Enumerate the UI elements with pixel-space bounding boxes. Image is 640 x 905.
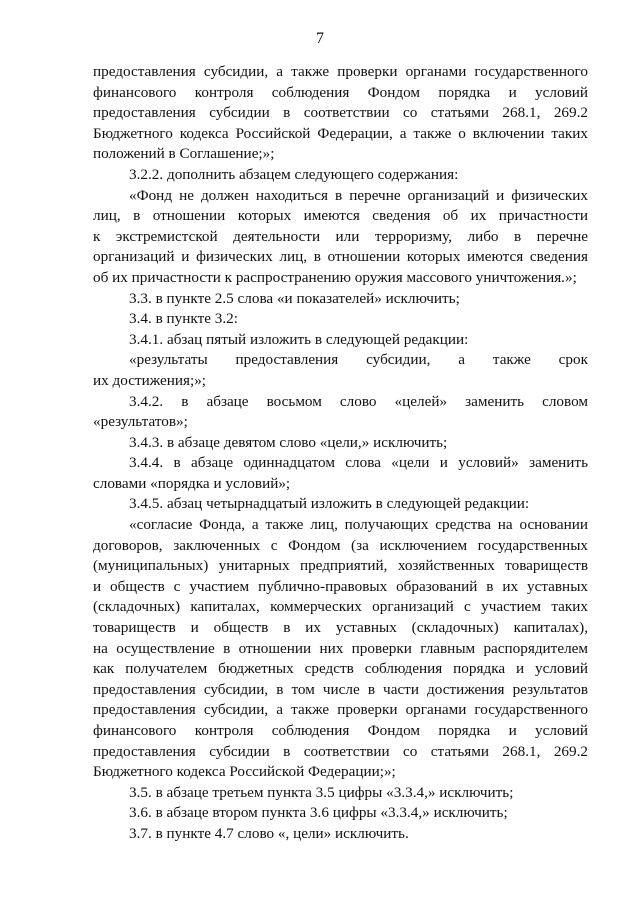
text-line: предоставления субсидии в соответствии со статьями 268.1, 269.2 bbox=[93, 742, 588, 760]
text-line: 3.4.5. абзац четырнадцатый изложить в следующей редакции: bbox=[129, 495, 530, 513]
text-line: финансового контроля соблюдения Фондом порядка и условий bbox=[93, 722, 588, 739]
text-line: «Фонд не должен находиться в перечне организаций и физических bbox=[129, 186, 588, 204]
text-line: лиц, в отношении которых имеются сведения об их причастности bbox=[93, 207, 588, 225]
text-line: 3.7. в пункте 4.7 слово «, цели» исключить. bbox=[129, 824, 409, 842]
text-line: товариществ и обществ в их уставных (складочных) капиталах), bbox=[93, 619, 588, 637]
text-line: к экстремистской деятельности или терроризму, либо в перечне bbox=[93, 227, 588, 245]
text-line: 3.4.2. в абзаце восьмом слово «целей» заменить словом bbox=[129, 392, 588, 410]
text-line: словами «порядка и условий»; bbox=[93, 474, 291, 492]
text-line: 3.5. в абзаце третьем пункта 3.5 цифры «3.3.4,» исключить; bbox=[129, 783, 514, 801]
text-line: Бюджетного кодекса Российской Федерации, а также о включении таких bbox=[93, 124, 588, 142]
page-number: 7 bbox=[316, 30, 324, 47]
text-line: организаций и физических лиц, в отношении которых имеются сведения bbox=[93, 248, 588, 266]
text-line: финансового контроля соблюдения Фондом порядка и условий bbox=[93, 83, 588, 101]
text-line: об их причастности к распространению оружия массового уничтожения.»; bbox=[93, 268, 577, 286]
text-line: Бюджетного кодекса Российской Федерации;»; bbox=[93, 763, 396, 781]
text-line: их достижения;»; bbox=[93, 371, 207, 389]
text-line: предоставления субсидии в соответствии со статьями 268.1, 269.2 bbox=[93, 104, 588, 122]
text-line: 3.4. в пункте 3.2: bbox=[129, 310, 238, 328]
text-line: (складочных) капиталах, коммерческих организаций с участием таких bbox=[93, 598, 588, 616]
text-line: 3.4.1. абзац пятый изложить в следующей редакции: bbox=[129, 330, 469, 348]
text-line: предоставления субсидии, а также проверки органами государственного bbox=[93, 701, 588, 719]
text-line: 3.2.2. дополнить абзацем следующего содержания: bbox=[129, 165, 459, 183]
text-line: и обществ с участием публично-правовых образований в их уставных bbox=[93, 577, 588, 595]
text-line: «результатов»; bbox=[93, 413, 188, 431]
text-line: 3.6. в абзаце втором пункта 3.6 цифры «3.3.4,» исключить; bbox=[129, 804, 508, 822]
text-line: положений в Соглашение;»; bbox=[93, 145, 275, 163]
text-line: 3.4.4. в абзаце одиннадцатом слова «цели и условий» заменить bbox=[129, 454, 588, 472]
text-line: 3.4.3. в абзаце девятом слово «цели,» исключить; bbox=[129, 433, 448, 451]
text-line: договоров, заключенных с Фондом (за исключением государственных bbox=[93, 536, 588, 554]
text-line: «результаты предоставления субсидии, а также срок bbox=[129, 351, 588, 369]
text-line: предоставления субсидии, а также проверки органами государственного bbox=[93, 63, 588, 80]
document-body bbox=[93, 62, 588, 845]
text-line: 3.3. в пункте 2.5 слова «и показателей» исключить; bbox=[129, 289, 460, 307]
text-line: (муниципальных) унитарных предприятий, хозяйственных товариществ bbox=[93, 557, 588, 575]
text-line: предоставления субсидии, в том числе в части достижения результатов bbox=[93, 680, 588, 698]
text-line: «согласие Фонда, а также лиц, получающих средства на основании bbox=[129, 516, 588, 534]
text-line: на осуществление в отношении них проверки главным распорядителем bbox=[93, 639, 588, 657]
text-line: как получателем бюджетных средств соблюдения порядка и условий bbox=[93, 660, 588, 678]
